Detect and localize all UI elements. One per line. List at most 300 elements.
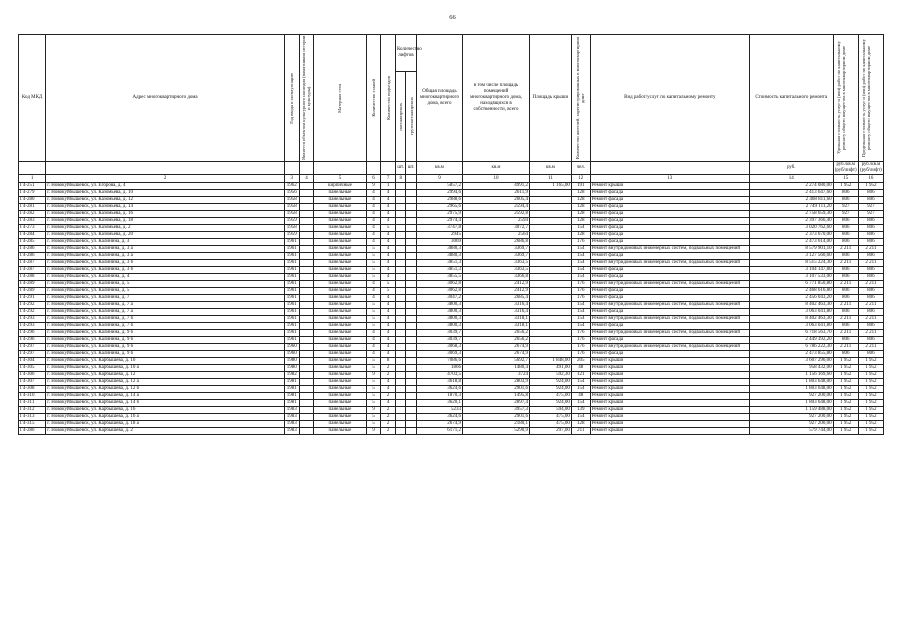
cell-addr: г. Новокуйбышевск, ул. Калинина, д. 3 а <box>46 253 285 260</box>
cell-blank <box>299 316 314 323</box>
cell-owned: 5290,9 <box>462 428 529 435</box>
cell-roof: 491,00 <box>529 365 571 372</box>
cell-max: 806 <box>858 267 883 274</box>
cell-en: 2 <box>381 393 396 400</box>
capital-repair-table <box>18 34 884 435</box>
cell-addr: г. Новокуйбышевск, ул. Калинина, д. 9 б <box>46 351 285 358</box>
cell-unit: 806 <box>833 253 858 260</box>
cell-en: 8 <box>381 358 396 365</box>
cell-addr: г. Новокуйбышевск, ул. Карбышева, д. 18 а <box>46 421 285 428</box>
table-row <box>19 393 884 400</box>
cell-year: 1958 <box>284 225 299 232</box>
cell-max: 1 952 <box>858 372 883 379</box>
cell-res: 48 <box>571 393 590 400</box>
cell-res: 48 <box>571 365 590 372</box>
cell-addr: г. Новокуйбышевск, ул. Калинина, д. 7 <box>46 295 285 302</box>
unit-cell: шт. <box>395 162 405 175</box>
cell-work: Ремонт фасада <box>590 323 749 330</box>
cell-owned: 2897,4 <box>462 400 529 407</box>
cell-mat: панельные <box>314 365 366 372</box>
cell-owned: 2685,4 <box>462 295 529 302</box>
cell-cargo <box>406 274 416 281</box>
cell-res: 154 <box>571 316 590 323</box>
cell-max: 806 <box>858 295 883 302</box>
cell-unit: 806 <box>833 288 858 295</box>
cell-kod: Г4-284 <box>19 232 46 239</box>
cell-cargo <box>406 358 416 365</box>
cell-blank <box>299 337 314 344</box>
cell-max: 1 952 <box>858 393 883 400</box>
cell-year: 1983 <box>284 428 299 435</box>
cell-roof: 475,00 <box>529 393 571 400</box>
cell-cost: 1 803 648,00 <box>749 386 833 393</box>
cell-owned: 3363,5 <box>462 267 529 274</box>
cell-max: 2 211 <box>858 246 883 253</box>
cell-unit: 2 211 <box>833 344 858 351</box>
cell-total: 3800,3 <box>416 316 462 323</box>
header-unit-cost: Удельная стоимость услуг и (или) работ по капитальному ремонту общего имущества в многоквартирном доме <box>833 35 858 162</box>
cell-en: 2 <box>381 407 396 414</box>
cell-cargo <box>406 246 416 253</box>
cell-unit: 1 952 <box>833 428 858 435</box>
column-number: 13 <box>590 175 749 183</box>
cell-fl: 4 <box>366 295 381 302</box>
cell-roof <box>529 295 571 302</box>
cell-max: 927 <box>858 211 883 218</box>
cell-max: 806 <box>858 197 883 204</box>
cell-kod: Г4-292 <box>19 302 46 309</box>
cell-en: 5 <box>381 281 396 288</box>
cell-cargo <box>406 323 416 330</box>
cell-cost: 2 473 855,80 <box>749 351 833 358</box>
header-cargo: грузопассажирских <box>406 72 416 162</box>
cell-roof <box>529 274 571 281</box>
cell-kod: Г4-251 <box>19 183 46 190</box>
table-row <box>19 421 884 428</box>
cell-pass <box>395 414 405 421</box>
cell-kod: Г4-282 <box>19 211 46 218</box>
cell-pass <box>395 267 405 274</box>
cell-year: 1961 <box>284 330 299 337</box>
cell-en: 4 <box>381 246 396 253</box>
cell-owned: 3366,8 <box>462 274 529 281</box>
cell-unit: 806 <box>833 225 858 232</box>
cell-cargo <box>406 197 416 204</box>
cell-year: 1981 <box>284 400 299 407</box>
cell-year: 1980 <box>284 365 299 372</box>
cell-pass <box>395 428 405 435</box>
cell-kod: Г4-296 <box>19 337 46 344</box>
cell-fl: 5 <box>366 393 381 400</box>
cell-mat: панельные <box>314 351 366 358</box>
cell-total: 2945 <box>416 232 462 239</box>
cell-pass <box>395 190 405 197</box>
cell-total: 3039,7 <box>416 330 462 337</box>
cell-cargo <box>406 295 416 302</box>
cell-en: 4 <box>381 337 396 344</box>
cell-cargo <box>406 393 416 400</box>
cell-cost: 1 803 648,00 <box>749 400 833 407</box>
cell-addr: г. Новокуйбышевск, ул. Карбышева, д. 2 <box>46 428 285 435</box>
cell-addr: г. Новокуйбышевск, ул. Казомьева, д. 16 <box>46 211 285 218</box>
cell-unit: 1 952 <box>833 400 858 407</box>
cell-mat: панельные <box>314 302 366 309</box>
cell-blank <box>299 344 314 351</box>
cell-cargo <box>406 421 416 428</box>
cell-owned: 2901,6 <box>462 386 529 393</box>
cell-cargo <box>406 288 416 295</box>
cell-mat: панельные <box>314 232 366 239</box>
cell-fl: 5 <box>366 316 381 323</box>
cell-year: 1959 <box>284 232 299 239</box>
cell-fl: 4 <box>366 218 381 225</box>
cell-pass <box>395 379 405 386</box>
cell-max: 806 <box>858 274 883 281</box>
cell-roof <box>529 218 571 225</box>
cell-addr: г. Новокуйбышевск, ул. Казомьева, д. 12 <box>46 197 285 204</box>
cell-res: 176 <box>571 288 590 295</box>
cell-pass <box>395 253 405 260</box>
cell-cost: 6 786 222,30 <box>749 344 833 351</box>
cell-fl: 5 <box>366 386 381 393</box>
table-row <box>19 344 884 351</box>
cell-unit: 2 211 <box>833 260 858 267</box>
cell-max: 806 <box>858 190 883 197</box>
cell-year: 1958 <box>284 211 299 218</box>
table-row <box>19 428 884 435</box>
header-max-cost: Предельная стоимость услуг и (или) работ по капитальному ремонту общего имущества в многоквартирном доме <box>858 35 883 162</box>
cell-work: Ремонт крыши <box>590 400 749 407</box>
cell-mat: панельные <box>314 421 366 428</box>
cell-kod: Г4-279 <box>19 190 46 197</box>
cell-work: Ремонт крыши <box>590 365 749 372</box>
cell-work: Ремонт внутридомовых инженерных систем, подвальных помещений <box>590 316 749 323</box>
cell-res: 154 <box>571 309 590 316</box>
cell-unit: 1 952 <box>833 183 858 190</box>
cell-pass <box>395 281 405 288</box>
cell-res: 128 <box>571 421 590 428</box>
cell-cargo <box>406 407 416 414</box>
cell-pass <box>395 344 405 351</box>
cell-fl: 4 <box>366 288 381 295</box>
cell-roof: 475,00 <box>529 414 571 421</box>
cell-cost: 3 020 762,60 <box>749 225 833 232</box>
cell-max: 806 <box>858 225 883 232</box>
cell-res: 176 <box>571 281 590 288</box>
cell-addr: г. Новокуйбышевск, ул. Казомьева, д. 20 <box>46 232 285 239</box>
cell-owned: 2412,9 <box>462 288 529 295</box>
cell-roof <box>529 288 571 295</box>
cell-mat: панельные <box>314 204 366 211</box>
cell-work: Ремонт фасада <box>590 274 749 281</box>
cell-mat: панельные <box>314 288 366 295</box>
cell-max: 1 952 <box>858 407 883 414</box>
cell-year: 1956 <box>284 190 299 197</box>
cell-max: 806 <box>858 218 883 225</box>
cell-fl: 5 <box>366 421 381 428</box>
cell-total: 3062,8 <box>416 281 462 288</box>
cell-res: 154 <box>571 386 590 393</box>
cell-kod: Г4-286 <box>19 253 46 260</box>
cell-mat: панельные <box>314 225 366 232</box>
cell-pass <box>395 393 405 400</box>
cell-total: 1870,3 <box>416 393 462 400</box>
cell-year: 1961 <box>284 288 299 295</box>
cell-unit: 1 952 <box>833 407 858 414</box>
cell-max: 806 <box>858 351 883 358</box>
cell-cost: 2 758 659,30 <box>749 211 833 218</box>
table-row <box>19 358 884 365</box>
cell-res: 154 <box>571 253 590 260</box>
cell-roof <box>529 316 571 323</box>
cell-cargo <box>406 330 416 337</box>
cell-work: Ремонт крыши <box>590 421 749 428</box>
cell-year: 1958 <box>284 197 299 204</box>
cell-cost: 1 159 488,00 <box>749 407 833 414</box>
cell-mat: панельные <box>314 337 366 344</box>
cell-en: 1 <box>381 183 396 190</box>
cell-cost: 3 127 560,60 <box>749 253 833 260</box>
unit-cell: руб./кв.м (руб/лифт) <box>859 162 882 173</box>
cell-addr: г. Новокуйбышевск, ул. Карбышева, д. 14 а <box>46 393 285 400</box>
cell-addr: г. Новокуйбышевск, ул. Калинина, д. 4 <box>46 274 285 281</box>
cell-cargo <box>406 225 416 232</box>
cell-pass <box>395 400 405 407</box>
cell-addr: г. Новокуйбышевск, ул. Калинина, д. 3 б <box>46 267 285 274</box>
cell-pass <box>395 302 405 309</box>
cell-mat: панельные <box>314 379 366 386</box>
cell-blank <box>299 421 314 428</box>
cell-owned: 2611,9 <box>462 190 529 197</box>
header-material: Материал стен <box>314 35 366 162</box>
cell-total: 3880,3 <box>416 253 462 260</box>
cell-roof <box>529 267 571 274</box>
cell-roof <box>529 309 571 316</box>
cell-unit: 806 <box>833 351 858 358</box>
cell-unit: 806 <box>833 309 858 316</box>
cell-max: 1 952 <box>858 428 883 435</box>
cell-total: 3747,8 <box>416 225 462 232</box>
table-row <box>19 386 884 393</box>
cell-mat: панельные <box>314 316 366 323</box>
cell-blank <box>299 323 314 330</box>
header-kod: Код МКД <box>19 35 46 162</box>
table-row <box>19 330 884 337</box>
cell-total: 3069,3 <box>416 351 462 358</box>
cell-roof <box>529 197 571 204</box>
cell-en: 4 <box>381 274 396 281</box>
cell-unit: 806 <box>833 239 858 246</box>
cell-work: Ремонт внутридомовых инженерных систем, подвальных помещений <box>590 330 749 337</box>
cell-cargo <box>406 309 416 316</box>
cell-res: 139 <box>571 407 590 414</box>
cell-fl: 5 <box>366 267 381 274</box>
cell-work: Ремонт крыши <box>590 407 749 414</box>
cell-mat: панельные <box>314 344 366 351</box>
cell-fl: 4 <box>366 232 381 239</box>
cell-cargo <box>406 232 416 239</box>
cell-cost: 6 771 850,80 <box>749 281 833 288</box>
column-number: 14 <box>749 175 833 183</box>
table-row <box>19 400 884 407</box>
cell-year: 1961 <box>284 316 299 323</box>
table-row <box>19 204 884 211</box>
cell-res: 154 <box>571 225 590 232</box>
cell-blank <box>299 218 314 225</box>
column-number: 6 <box>366 175 381 183</box>
cell-pass <box>395 232 405 239</box>
cell-kod: Г4-313 <box>19 414 46 421</box>
cell-max: 927 <box>858 204 883 211</box>
table-row <box>19 232 884 239</box>
cell-cost: 2 449 392,20 <box>749 337 833 344</box>
cell-work: Ремонт фасада <box>590 225 749 232</box>
cell-mat: панельные <box>314 330 366 337</box>
cell-res: 121 <box>571 372 590 379</box>
cell-work: Ремонт фасада <box>590 218 749 225</box>
cell-unit: 1 952 <box>833 358 858 365</box>
cell-work: Ремонт фасада <box>590 253 749 260</box>
cell-cargo <box>406 337 416 344</box>
cell-total: 2994,6 <box>416 190 462 197</box>
cell-cost: 1 803 648,00 <box>749 379 833 386</box>
header-cost: Стоимость капитального ремонта <box>749 35 833 162</box>
cell-kod: Г4-306 <box>19 372 46 379</box>
table-row <box>19 267 884 274</box>
cell-mat: панельные <box>314 309 366 316</box>
cell-work: Ремонт фасада <box>590 204 749 211</box>
cell-addr: г. Новокуйбышевск, ул. Калинина, д. 9 б <box>46 337 285 344</box>
cell-roof: 924,00 <box>529 386 571 393</box>
cell-cost: 3 063 041,80 <box>749 309 833 316</box>
cell-owned: 2674,9 <box>462 351 529 358</box>
cell-unit: 1 952 <box>833 393 858 400</box>
unit-cell: руб./кв.м (руб/лифт) <box>834 162 857 173</box>
cell-year: 1980 <box>284 358 299 365</box>
cell-year: 1961 <box>284 267 299 274</box>
cell-max: 2 211 <box>858 344 883 351</box>
cell-year: 1981 <box>284 393 299 400</box>
cell-fl: 5 <box>366 400 381 407</box>
cell-en: 4 <box>381 218 396 225</box>
cell-owned: 2564 <box>462 232 529 239</box>
cell-work: Ремонт фасада <box>590 232 749 239</box>
column-number: 12 <box>571 175 590 183</box>
cell-blank <box>299 358 314 365</box>
cell-mat: панельные <box>314 407 366 414</box>
cell-cargo <box>406 211 416 218</box>
cell-max: 2 211 <box>858 330 883 337</box>
cell-roof <box>529 253 571 260</box>
cell-unit: 806 <box>833 218 858 225</box>
cell-kod: Г4-273 <box>19 225 46 232</box>
cell-en: 4 <box>381 267 396 274</box>
header-residents: Количество жителей, зарегистрированных в многоквартирном доме <box>571 35 590 162</box>
cell-roof <box>529 302 571 309</box>
cell-owned: 2592,8 <box>462 211 529 218</box>
cell-work: Ремонт фасада <box>590 267 749 274</box>
cell-owned: 3316,4 <box>462 309 529 316</box>
cell-mat: панельные <box>314 267 366 274</box>
cell-blank <box>299 281 314 288</box>
cell-fl: 9 <box>366 372 381 379</box>
cell-cost: 6 718 563,70 <box>749 330 833 337</box>
column-numbers-row <box>19 175 884 183</box>
cell-owned: 2412,9 <box>462 281 529 288</box>
cell-cost: 3 063 041,80 <box>749 323 833 330</box>
cell-total: 2974,4 <box>416 218 462 225</box>
cell-mat: панельные <box>314 400 366 407</box>
table-row <box>19 414 884 421</box>
cell-owned: 2901,6 <box>462 414 529 421</box>
cell-res: 154 <box>571 267 590 274</box>
cell-roof <box>529 344 571 351</box>
cell-blank <box>299 407 314 414</box>
cell-blank <box>299 211 314 218</box>
table-row <box>19 365 884 372</box>
cell-owned: 3957,3 <box>462 407 529 414</box>
cell-mat: панельные <box>314 246 366 253</box>
cell-owned: 4991,2 <box>462 183 529 190</box>
cell-kod: Г4-287 <box>19 267 46 274</box>
cell-blank <box>299 414 314 421</box>
cell-max: 1 952 <box>858 386 883 393</box>
table-row <box>19 225 884 232</box>
cell-addr: г. Новокуйбышевск, ул. Калинина, д. 7 б <box>46 316 285 323</box>
cell-res: 154 <box>571 302 590 309</box>
header-total-area: Общая площадь многоквартирного дома, всего <box>416 35 462 162</box>
cell-owned: 2686,8 <box>462 239 529 246</box>
cell-pass <box>395 351 405 358</box>
cell-en: 2 <box>381 414 396 421</box>
cell-pass <box>395 204 405 211</box>
cell-owned: 3724 <box>462 372 529 379</box>
table-row <box>19 197 884 204</box>
cell-total: 5857,2 <box>416 183 462 190</box>
cell-kod: Г4-286 <box>19 246 46 253</box>
cell-cargo <box>406 218 416 225</box>
cell-fl: 4 <box>366 225 381 232</box>
cell-work: Ремонт фасада <box>590 190 749 197</box>
cell-work: Ремонт крыши <box>590 386 749 393</box>
cell-en: 4 <box>381 344 396 351</box>
cell-addr: г. Новокуйбышевск, ул. Казомьева, д. 10 <box>46 190 285 197</box>
column-number: 4 <box>299 175 314 183</box>
cell-work: Ремонт фасада <box>590 337 749 344</box>
cell-year: 1961 <box>284 309 299 316</box>
cell-work: Ремонт внутридомовых инженерных систем, подвальных помещений <box>590 302 749 309</box>
cell-res: 211 <box>571 428 590 435</box>
cell-blank <box>299 197 314 204</box>
cell-total: 3068,3 <box>416 344 462 351</box>
cell-pass <box>395 372 405 379</box>
cell-cost: 2 373 670,00 <box>749 232 833 239</box>
cell-addr: г. Новокуйбышевск, ул. Карбышева, д. 16 а <box>46 414 285 421</box>
cell-total: 3851,3 <box>416 267 462 274</box>
cell-blank <box>299 302 314 309</box>
cell-blank <box>299 309 314 316</box>
cell-fl: 5 <box>366 302 381 309</box>
cell-kod: Г4-308 <box>19 386 46 393</box>
cell-fl: 9 <box>366 183 381 190</box>
cell-pass <box>395 197 405 204</box>
cell-res: 154 <box>571 400 590 407</box>
cell-pass <box>395 365 405 372</box>
cell-owned: 2605,4 <box>462 197 529 204</box>
cell-max: 806 <box>858 232 883 239</box>
cell-max: 806 <box>858 323 883 330</box>
cell-addr: г. Новокуйбышевск, ул. Казомьева, д. 2 <box>46 225 285 232</box>
